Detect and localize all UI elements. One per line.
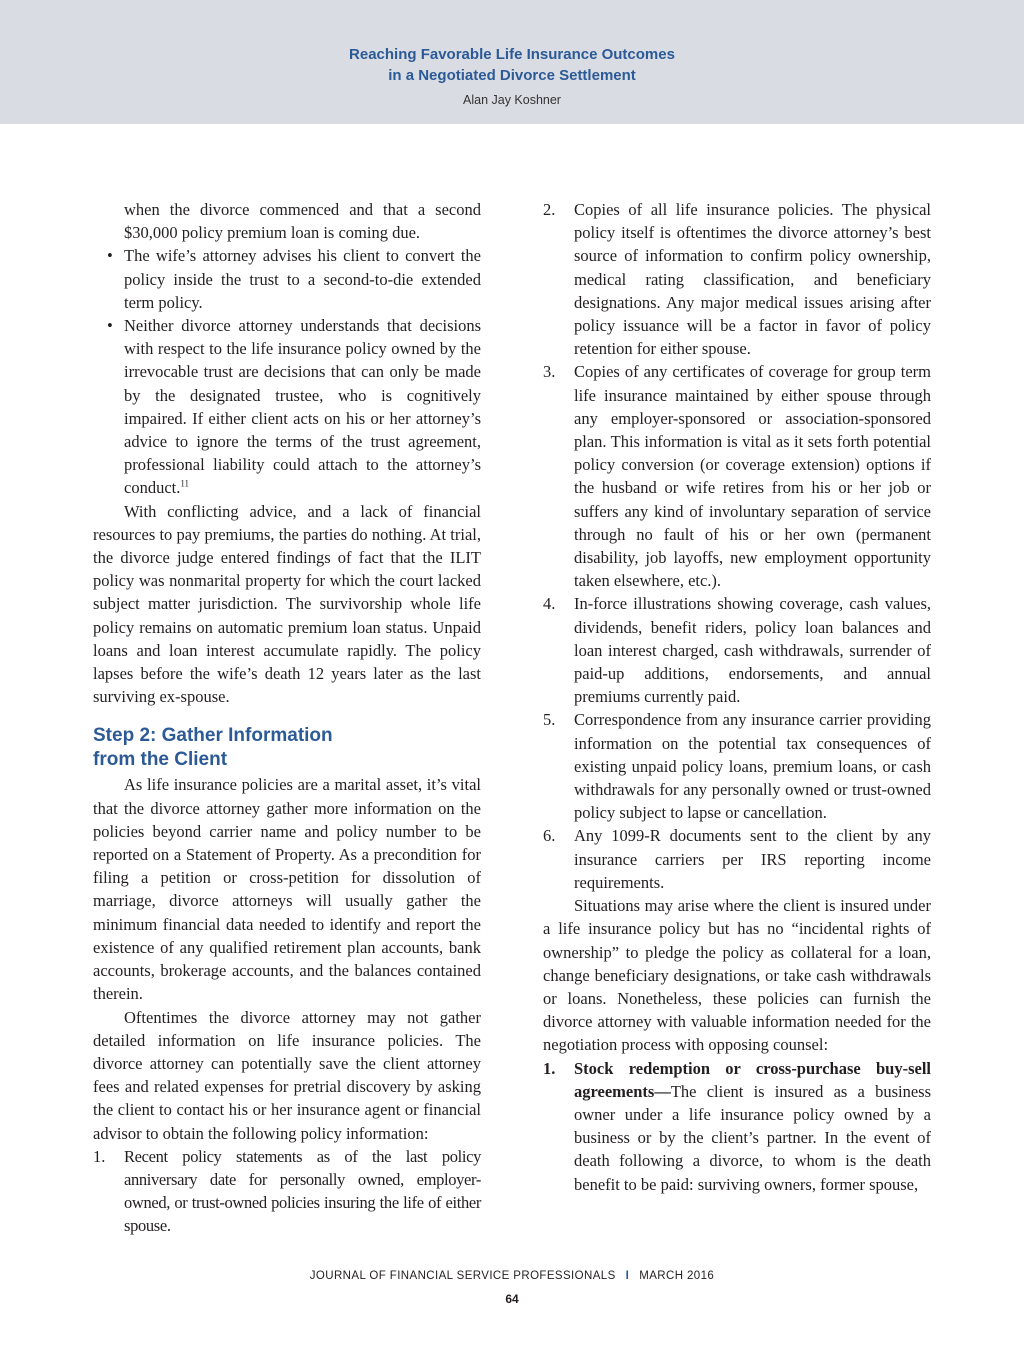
item-number: 2.	[543, 200, 556, 219]
item-text: Copies of any certificates of coverage for group term life insurance maintained by either spouse through any employer-sponsored or association-sponsored plan. This information is vital as it sets forth potential policy conversion (or coverage extension) options if the husband or wife retires from his or her job or suffers any kind of involuntary separation of service through no fault of his or her own (permanent disability, job layoffs, new employment opportunity taken elsewhere, etc.).	[574, 362, 931, 591]
numbered-item	[543, 824, 931, 894]
bullet-text: The wife’s attorney advises his client to convert the policy inside the trust to a second-to-die extended term policy.	[124, 246, 481, 312]
numbered-item	[543, 360, 931, 592]
continued-text: when the divorce commenced and that a second $30,000 policy premium loan is coming due.	[124, 200, 481, 243]
item-number: 1.	[93, 1146, 106, 1166]
section-heading-line2: from the Client	[93, 749, 228, 771]
item-text: Recent policy statements as of the last policy anniversary date for personally owned, employer-owned, or trust-owned policies insuring the life of either spouse.	[124, 1146, 481, 1236]
item-lead-bold: Stock redemption or cross-purchase buy-sell agreements—	[574, 1058, 931, 1101]
bullet-text: Neither divorce attorney understands that decisions with respect to the life insurance policy owned by the irrevocable trust are decisions that can only be made by the designated trustee, who is cognitively impaired. If either client acts on his or her attorney’s advice to ignore the terms of the trust agreement, professional liability could attach to the attorney’s conduct.	[124, 316, 481, 498]
bullet-mark: •	[107, 246, 113, 266]
section-heading	[93, 724, 481, 772]
issue-date: MARCH 2016	[639, 1270, 715, 1282]
section-heading-line1: Step 2: Gather Information	[93, 725, 333, 747]
header-band	[0, 0, 1024, 124]
footer-separator: I	[625, 1270, 630, 1282]
paragraph: Situations may arise where the client is insured under a life insurance policy but has no “incidental rights of ownership” to pledge the policy as collateral for a loan, change beneficiary designations, or take cash withdrawals or loans. Nonetheless, these policies can furnish the divorce attorney with valuable information needed for the negotiation process with opposing counsel:	[543, 896, 931, 1055]
item-text: Correspondence from any insurance carrier providing information on the potential tax consequences of existing unpaid policy loans, premium loans, or cash withdrawals for any personally owned or trust-owned policy subject to lapse or cancellation.	[574, 710, 931, 823]
item-number: 6.	[543, 826, 556, 846]
bullet-item	[93, 314, 481, 500]
item-text: Any 1099-R documents sent to the client by any insurance carriers per IRS reporting income requirements.	[574, 826, 931, 892]
numbered-item	[93, 1145, 481, 1238]
article-title-line1: Reaching Favorable Life Insurance Outcomes	[349, 46, 675, 63]
paragraph: Oftentimes the divorce attorney may not gather detailed information on life insurance policies. The divorce attorney can potentially save the client attorney fees and related expenses for pretrial discovery by asking the client to contact his or her insurance agent or financial advisor to obtain the following policy information:	[93, 1007, 481, 1143]
item-number: 1.	[543, 1058, 556, 1078]
item-text: In-force illustrations showing coverage, cash values, dividends, benefit riders, policy loan balances and loan interest charged, cash withdrawals, surrender of paid-up additions, endorsements, and annual premiums currently paid.	[574, 594, 931, 707]
bullet-item	[93, 244, 481, 314]
bullet-mark: •	[107, 316, 113, 336]
page-number: 64	[505, 1292, 519, 1306]
right-column	[543, 198, 931, 1196]
item-text: Copies of all life insurance policies. The physical policy itself is oftentimes the divorce attorney’s best source of information to confirm policy ownership, medical rating classification, and beneficiary designations. Any major medical issues arising after policy issuance will be a factor in favor of policy retention for either spouse.	[574, 200, 931, 359]
journal-name: JOURNAL OF FINANCIAL SERVICE PROFESSIONALS	[309, 1270, 616, 1282]
item-text: The client is insured as a business owner under a life insurance policy owned by a business or by the client’s partner. In the event of death following a divorce, to whom is the death benefit to be paid: surviving owners, former spouse,	[574, 1081, 931, 1194]
author-name: Alan Jay Koshner	[463, 93, 561, 107]
numbered-item	[543, 708, 931, 824]
numbered-item	[543, 1057, 931, 1196]
item-number: 5.	[543, 710, 556, 730]
journal-footer	[0, 1270, 1024, 1282]
numbered-item	[543, 592, 931, 708]
item-number: 4.	[543, 594, 556, 614]
article-title-line2: in a Negotiated Divorce Settlement	[388, 67, 636, 84]
paragraph: With conflicting advice, and a lack of financial resources to pay premiums, the parties do nothing. At trial, the divorce judge entered findings of fact that the ILIT policy was nonmarital property for which the court lacked subject matter jurisdiction. The survivorship whole life policy remains on automatic premium loan status. Unpaid loans and loan interest accumulate rapidly. The policy lapses before the wife’s death 12 years later as the last surviving ex-spouse.	[93, 501, 481, 707]
numbered-item	[543, 198, 931, 360]
footnote-ref[interactable]: 11	[180, 478, 190, 489]
left-column	[93, 198, 481, 1238]
item-number: 3.	[543, 362, 556, 382]
paragraph: As life insurance policies are a marital asset, it’s vital that the divorce attorney gather more information on the policies beyond carrier name and policy number to be reported on a Statement of Property. As a precondition for filing a petition or cross-petition for dissolution of marriage, divorce attorneys will usually gather the minimum financial data needed to identify and report the existence of any qualified retirement plan accounts, bank accounts, brokerage accounts, and the balances contained therein.	[93, 775, 481, 1004]
